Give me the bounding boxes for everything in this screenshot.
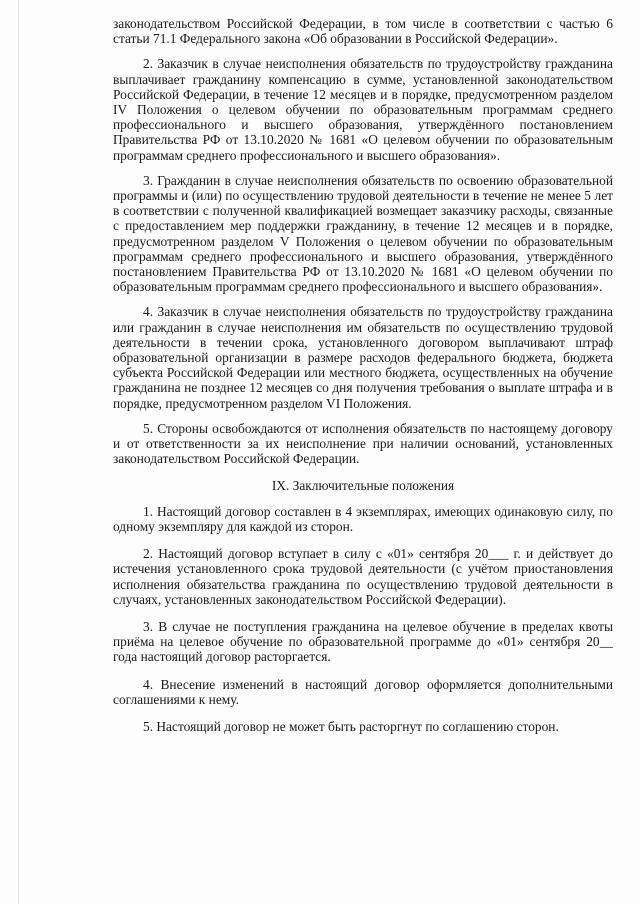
section8-clause-3: 3. Гражданин в случае неисполнения обязательств по освоению образовательной программы и (или) по осуществлению трудовой деятельности в течение не менее 5 лет в соответствии с полученной квалификацией возмещает заказчику расходы, связанные с предоставлением мер поддержки гражданину, в течение 12 месяцев и в порядке, предусмотренном разделом V Положения о целевом обучении по образовательным программам среднего профессионального и высшего образования, утверждённого постановлением Правительства РФ от 13.10.2020 № 1681 «О целевом обучении по образовательным программам среднего профессионального и высшего образования». — [113, 172, 613, 295]
intro-paragraph: законодательством Российской Федерации, в том числе в соответствии с частью 6 статьи 71.1 Федерального закона «Об образовании в Российской Федерации». — [113, 16, 613, 47]
section9-clause-1: 1. Настоящий договор составлен в 4 экземплярах, имеющих одинаковую силу, по одному экземпляру для каждой из сторон. — [113, 503, 613, 534]
section8-clause-2: 2. Заказчик в случае неисполнения обязательств по трудоустройству гражданина выплачивает гражданину компенсацию в сумме, установленной законодательством Российской Федерации, в течение 12 месяцев и в порядке, предусмотренном разделом IV Положения о целевом обучении по образовательным программам среднего профессионального и высшего образования, утверждённого постановлением Правительства РФ от 13.10.2020 № 1681 «О целевом обучении по образовательным программам среднего профессионального и высшего образования». — [113, 56, 613, 163]
section8-clause-5: 5. Стороны освобождаются от исполнения обязательств по настоящему договору и от ответственности за их неисполнение при наличии оснований, установленных законодательством Российской Федерации. — [113, 420, 613, 467]
section9-clause-3: 3. В случае не поступления гражданина на целевое обучение в пределах квоты приёма на целевое обучение по образовательной программе до «01» сентября 20__ года настоящий договор расторгается. — [113, 618, 613, 665]
section-heading: IX. Заключительные положения — [271, 478, 455, 494]
scan-edge — [18, 0, 19, 904]
section9-clause-2: 2. Настоящий договор вступает в силу с «01» сентября 20___ г. и действует до истечения установленного срока трудовой деятельности (с учётом приостановления исполнения обязательства гражданина по осуществлению трудовой деятельности в случаях, установленных законодательством Российской Федерации). — [113, 546, 613, 607]
section9-clause-4: 4. Внесение изменений в настоящий договор оформляется дополнительными соглашениями к нему. — [113, 676, 613, 707]
section9-clause-5: 5. Настоящий договор не может быть расторгнут по соглашению сторон. — [143, 718, 559, 734]
section8-clause-4: 4. Заказчик в случае неисполнения обязательств по трудоустройству гражданина или гражданин в случае неисполнения им обязательств по осуществлению трудовой деятельности в течении срока, установленного договором выплачивают штраф образовательной организации в размере расходов федерального бюджета, бюджета субъекта Российской Федерации или местного бюджета, осуществленных на обучение гражданина не позднее 12 месяцев со дня получения требования о выплате штрафа и в порядке, предусмотренном разделом VI Положения. — [113, 304, 613, 411]
document-body — [113, 16, 613, 734]
